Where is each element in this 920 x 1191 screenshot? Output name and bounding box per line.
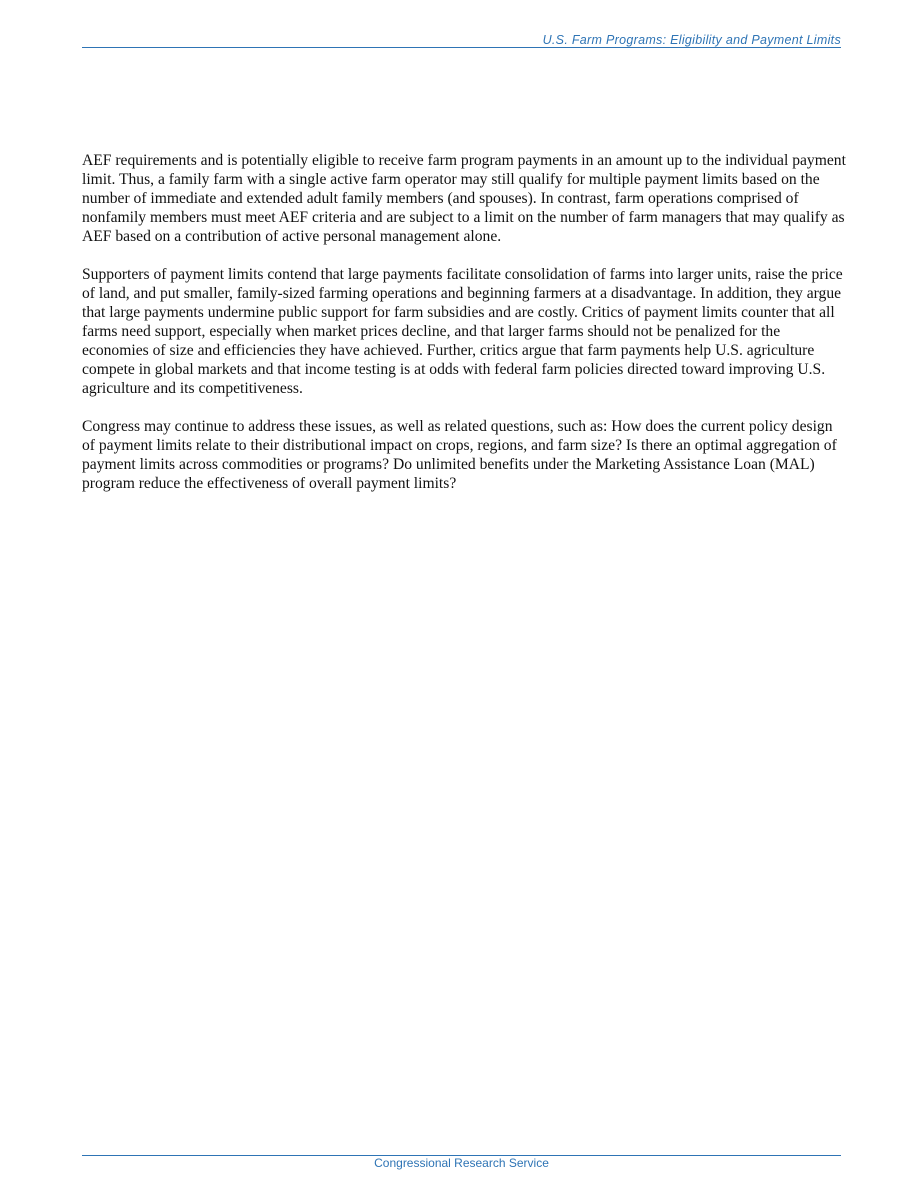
footer-publisher: Congressional Research Service bbox=[374, 1156, 549, 1170]
paragraph-1: AEF requirements and is potentially eligible to receive farm program payments in an amount up to the individual payment limit. Thus, a family farm with a single active farm operator may still qualify for multiple payment limits based on the number of immediate and extended adult family members (and spouses). In contrast, farm operations comprised of nonfamily members must meet AEF criteria and are subject to a limit on the number of farm managers that may qualify as AEF based on a contribution of active personal management alone. bbox=[82, 152, 846, 245]
paragraph-3: Congress may continue to address these issues, as well as related questions, such as: How does the current policy design of payment limits relate to their distributional impact on crops, regions, and farm size? Is there an optimal aggregation of payment limits across commodities or programs? Do unlimited benefits under the Marketing Assistance Loan (MAL) program reduce the effectiveness of overall payment limits? bbox=[82, 418, 837, 492]
header-divider bbox=[82, 47, 841, 48]
paragraph-2: Supporters of payment limits contend that large payments facilitate consolidation of farms into larger units, raise the price of land, and put smaller, family-sized farming operations and beginning farmers at a disadvantage. In addition, they argue that large payments undermine public support for farm subsidies and are costly. Critics of payment limits counter that all farms need support, especially when market prices decline, and that larger farms should not be penalized for the economies of size and efficiencies they have achieved. Further, critics argue that farm payments help U.S. agriculture compete in global markets and that income testing is at odds with federal farm policies directed toward improving U.S. agriculture and its competitiveness. bbox=[82, 266, 843, 397]
document-body bbox=[82, 151, 847, 512]
running-header-title: U.S. Farm Programs: Eligibility and Payment Limits bbox=[542, 33, 841, 47]
